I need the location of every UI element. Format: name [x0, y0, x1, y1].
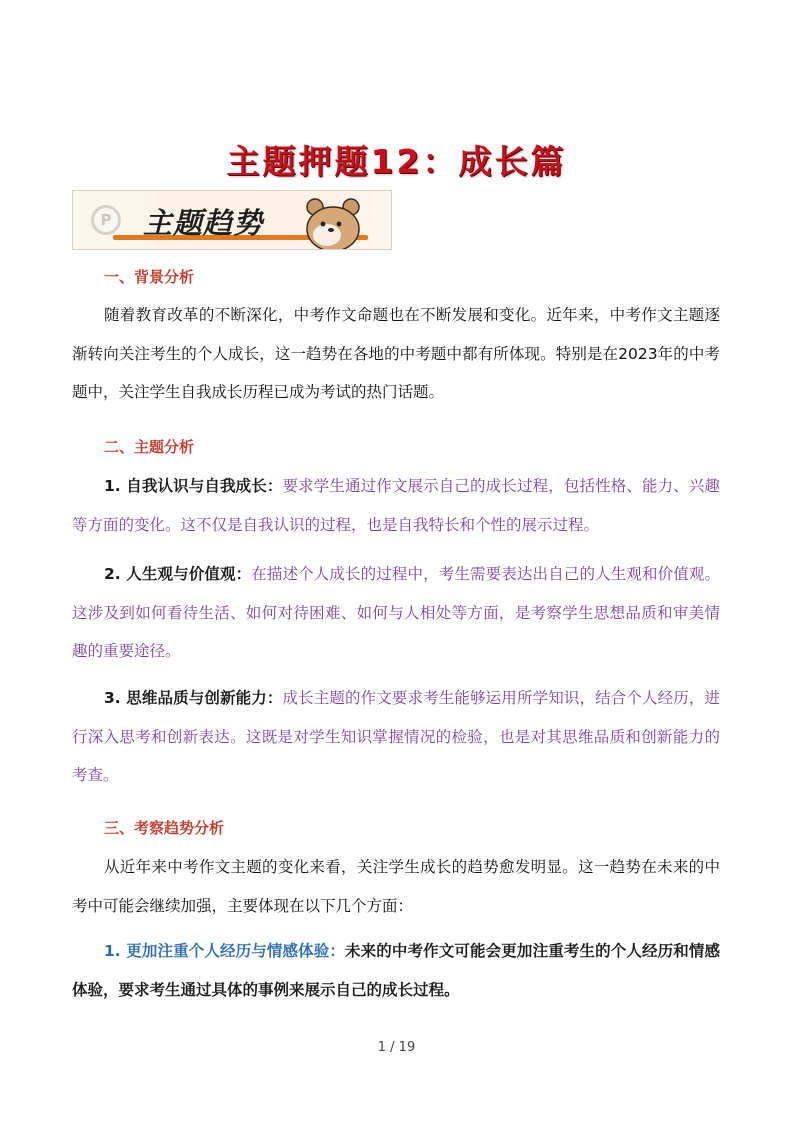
banner-label: 主题趋势 — [143, 206, 264, 240]
page-number: 1 / 19 — [377, 1040, 416, 1055]
theme-item-text: 要求学生通过作文展示自己的成长过程，包括性格、能力、兴趣等方面的变化。这不仅是自我认识的过程，也是自我特长和个性的展示过程。 — [72, 477, 720, 534]
theme-item-text: 在描述个人成长的过程中，考生需要表达出自己的人生观和价值观。这涉及到如何看待生活、如何对待困难、如何与人相处等方面，是考察学生思想品质和审美情趣的重要途径。 — [72, 565, 720, 660]
section1-text: 随着教育改革的不断深化，中考作文命题也在不断发展和变化。近年来，中考作文主题逐渐转向关注考生的个人成长，这一趋势在各地的中考题中都有所体现。特别是在2023年的中考题中，关注学生自我成长历程已成为考试的热门话题。 — [72, 306, 720, 401]
theme-item-1 — [72, 467, 720, 544]
theme-item-3 — [72, 679, 720, 795]
coin-icon: P — [91, 205, 121, 235]
section2-heading: 二、主题分析 — [104, 438, 195, 456]
theme-item-lead: 3. 思维品质与创新能力： — [104, 689, 283, 707]
trend-item-text: 未来的中考作文可能会更加注重考生的个人经历和情感体验，要求考生通过具体的事例来展示自己的成长过程。 — [72, 942, 720, 999]
theme-item-2 — [72, 555, 720, 671]
section1-heading: 一、背景分析 — [104, 268, 195, 286]
theme-item-lead: 2. 人生观与价值观： — [104, 565, 252, 583]
trend-item-lead: 1. 更加注重个人经历与情感体验： — [104, 942, 346, 960]
page-title: 主题押题12：成长篇 — [226, 142, 567, 181]
theme-item-lead: 1. 自我认识与自我成长： — [104, 477, 283, 495]
section3-heading: 三、考察趋势分析 — [104, 819, 225, 837]
section3-text: 从近年来中考作文主题的变化来看，关注学生成长的趋势愈发明显。这一趋势在未来的中考中可能会继续加强，主要体现在以下几个方面： — [72, 858, 720, 915]
trend-item-1 — [72, 932, 720, 1009]
section-banner — [72, 190, 392, 250]
bear-mascot-icon — [301, 197, 367, 249]
theme-item-text: 成长主题的作文要求考生能够运用所学知识，结合个人经历，进行深入思考和创新表达。这既是对学生知识掌握情况的检验，也是对其思维品质和创新能力的考查。 — [72, 689, 720, 784]
